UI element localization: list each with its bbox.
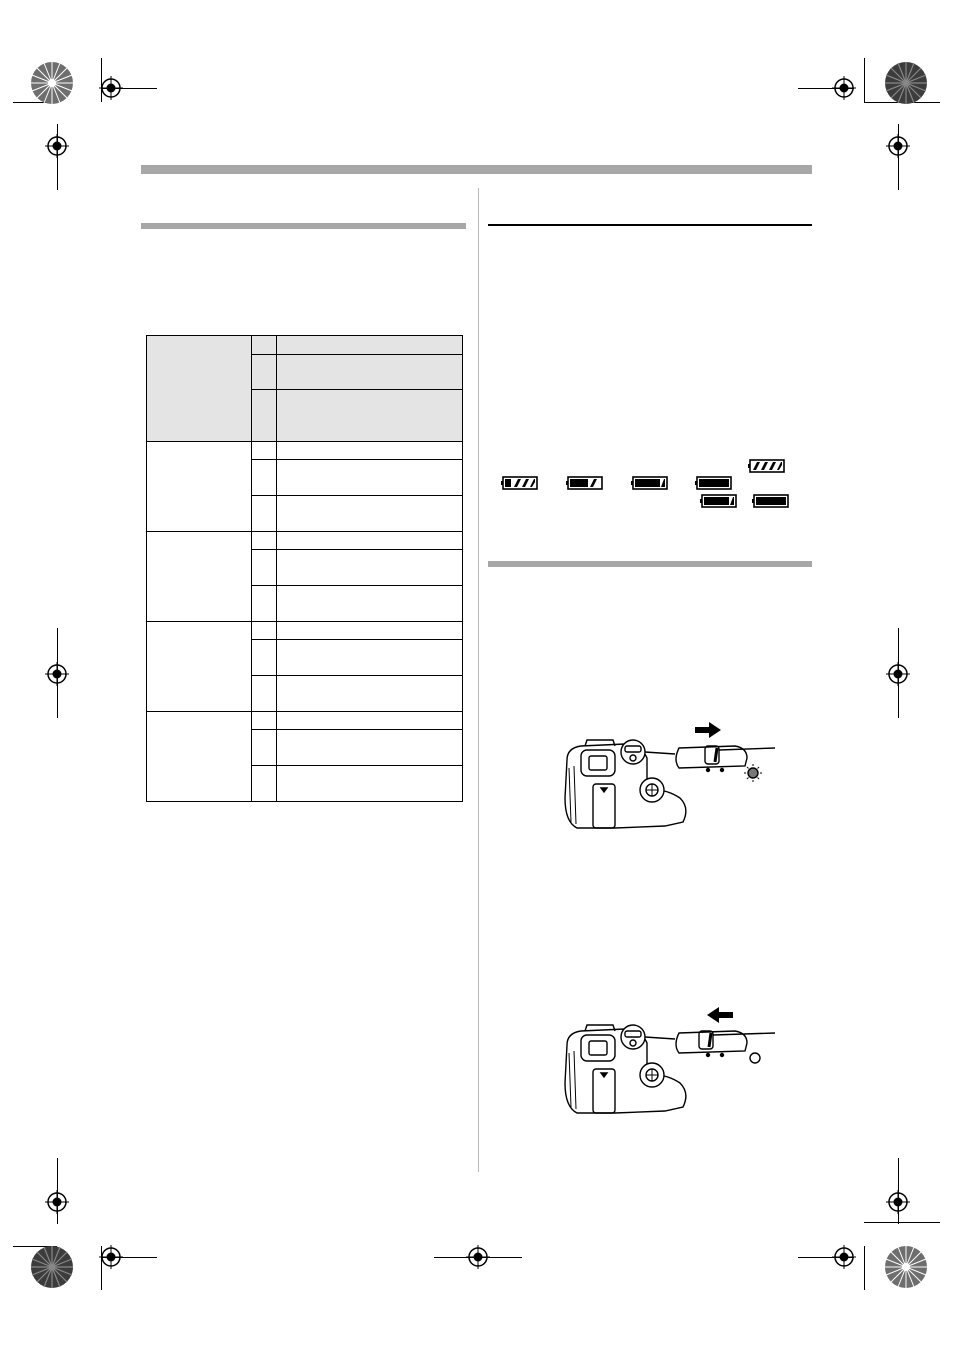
table-cell xyxy=(252,460,277,496)
registration-mark-icon xyxy=(832,76,856,100)
table-row-header xyxy=(147,622,252,712)
table-cell xyxy=(277,532,463,550)
table-cell xyxy=(277,442,463,460)
section-heading-rule xyxy=(488,561,812,567)
arrow-left-icon xyxy=(707,1007,733,1023)
registration-mark-icon xyxy=(886,1190,910,1214)
color-rosette-icon xyxy=(884,1245,928,1289)
battery-1-bar-icon xyxy=(700,494,738,508)
registration-mark-icon xyxy=(466,1245,490,1269)
registration-mark-icon xyxy=(45,1190,69,1214)
color-rosette-icon xyxy=(30,1245,74,1289)
table-cell xyxy=(252,550,277,586)
registration-mark-icon xyxy=(832,1245,856,1269)
charging-time-table xyxy=(146,335,463,802)
table-cell xyxy=(252,676,277,712)
battery-3-bars-icon xyxy=(501,476,539,490)
camcorder-power-on-illustration xyxy=(555,718,785,833)
battery-4-bars-icon xyxy=(748,459,786,473)
color-rosette-icon xyxy=(884,61,928,105)
registration-mark-icon xyxy=(99,1245,123,1269)
table-cell xyxy=(252,622,277,640)
table-row-header xyxy=(147,442,252,532)
table-cell xyxy=(252,640,277,676)
table-cell xyxy=(252,442,277,460)
table-cell xyxy=(277,640,463,676)
table-cell xyxy=(252,532,277,550)
registration-mark-icon xyxy=(45,134,69,158)
section-rule xyxy=(488,224,812,226)
table-cell xyxy=(252,336,277,355)
table-cell xyxy=(277,622,463,640)
table-row-header xyxy=(147,712,252,802)
battery-0-bars-icon xyxy=(752,494,790,508)
table-cell xyxy=(277,766,463,802)
table-cell xyxy=(252,766,277,802)
battery-0-bars-icon xyxy=(695,476,733,490)
table-cell xyxy=(277,730,463,766)
table-cell xyxy=(277,676,463,712)
color-rosette-icon xyxy=(30,61,74,105)
table-cell xyxy=(277,496,463,532)
registration-mark-icon xyxy=(886,662,910,686)
table-cell xyxy=(277,336,463,355)
column-divider xyxy=(478,188,479,1172)
registration-mark-icon xyxy=(99,76,123,100)
table-cell xyxy=(277,712,463,730)
table-cell xyxy=(252,355,277,390)
battery-2-bars-icon xyxy=(566,476,604,490)
table-cell xyxy=(277,550,463,586)
table-cell xyxy=(252,730,277,766)
table-cell xyxy=(252,390,277,442)
table-cell xyxy=(252,496,277,532)
registration-mark-icon xyxy=(45,662,69,686)
table-cell xyxy=(277,390,463,442)
arrow-right-icon xyxy=(695,722,721,738)
battery-indicator xyxy=(488,455,812,515)
registration-mark-icon xyxy=(886,134,910,158)
table-cell xyxy=(277,460,463,496)
camcorder-power-off-illustration xyxy=(555,1003,785,1118)
table-row-header xyxy=(147,336,252,442)
battery-1-bar-icon xyxy=(631,476,669,490)
table-cell xyxy=(277,355,463,390)
section-heading-rule xyxy=(141,223,466,229)
table-cell xyxy=(252,586,277,622)
table-cell xyxy=(252,712,277,730)
table-row-header xyxy=(147,532,252,622)
page-header-bar xyxy=(141,165,812,174)
table-cell xyxy=(277,586,463,622)
